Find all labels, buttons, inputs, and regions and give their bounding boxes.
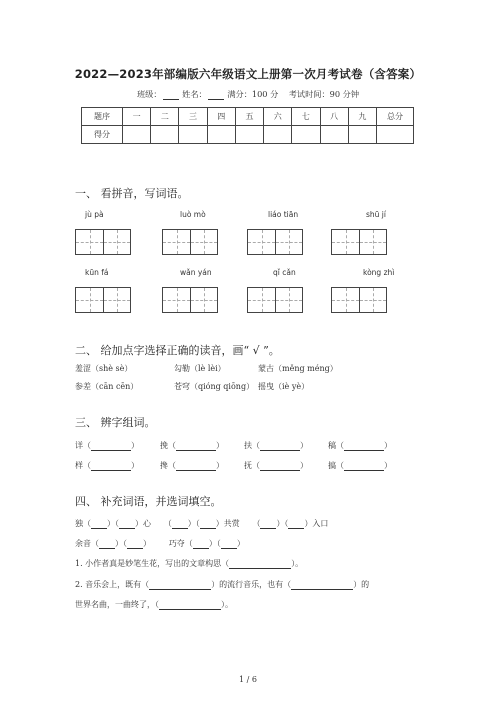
score-cell[interactable] <box>179 126 207 144</box>
word-group-item: 扶（ ） <box>244 441 308 450</box>
score-cell[interactable] <box>151 126 179 144</box>
row-label: 得分 <box>82 126 123 144</box>
word-group-item: 样（ ） <box>75 461 139 470</box>
header-cell: 四 <box>207 108 235 126</box>
writing-grid[interactable] <box>75 229 131 255</box>
word-group-item: 挽（ ） <box>160 441 224 450</box>
answer-blank[interactable] <box>260 519 276 529</box>
writing-grid[interactable] <box>331 229 387 255</box>
class-label: 班级： <box>136 89 162 99</box>
section4-heading: 四、 补充词语，并选词填空。 <box>75 495 222 508</box>
question-2-cont: 世界名曲，一曲终了，（ ）。 <box>75 600 233 609</box>
reading-option[interactable]: 蒙古（měng méng） <box>258 364 338 373</box>
score-cell[interactable] <box>292 126 320 144</box>
idiom-line: 独（ ）（ ）心 （ ）（ ）共赏 （ ）（ ）入口 <box>75 519 329 528</box>
score-table-row <box>82 126 414 144</box>
reading-option[interactable]: 摇曳（iè yè） <box>258 382 310 391</box>
pinyin-label: qǐ cǎn <box>273 268 296 277</box>
answer-blank[interactable] <box>159 600 221 610</box>
page-title: 2022—2023年部编版六年级语文上册第一次月考试卷（含答案） <box>74 67 422 81</box>
reading-option[interactable]: 羞涩（shè sè） <box>75 364 133 373</box>
answer-blank[interactable] <box>119 519 135 529</box>
writing-grid[interactable] <box>75 287 131 313</box>
score-cell[interactable] <box>320 126 348 144</box>
answer-blank[interactable] <box>193 539 209 549</box>
header-cell: 一 <box>123 108 151 126</box>
question-1: 1. 小作者真是妙笔生花，写出的文章构思（ ）。 <box>75 559 304 568</box>
reading-option[interactable]: 勾勒（lè lèi） <box>174 364 226 373</box>
answer-blank[interactable] <box>91 441 131 451</box>
word-group-item: 详（ ） <box>75 441 139 450</box>
writing-grid[interactable] <box>247 229 303 255</box>
word-group-item: 抚（ ） <box>244 461 308 470</box>
score-cell[interactable] <box>235 126 263 144</box>
header-cell: 五 <box>235 108 263 126</box>
pinyin-label: shū jí <box>366 210 386 219</box>
section1-heading: 一、 看拼音，写词语。 <box>75 187 189 200</box>
word-group-item: 搀（ ） <box>160 461 224 470</box>
answer-blank[interactable] <box>229 559 291 569</box>
header-cell: 三 <box>179 108 207 126</box>
answer-blank[interactable] <box>260 441 300 451</box>
score-cell[interactable] <box>348 126 376 144</box>
answer-blank[interactable] <box>176 441 216 451</box>
exam-info <box>0 89 496 100</box>
writing-grid[interactable] <box>162 287 218 313</box>
score-cell[interactable] <box>123 126 151 144</box>
score-cell[interactable] <box>377 126 414 144</box>
answer-blank[interactable] <box>91 461 131 471</box>
header-cell: 八 <box>320 108 348 126</box>
pinyin-label: liáo tiān <box>268 210 299 219</box>
score-cell[interactable] <box>264 126 292 144</box>
question-2: 2. 音乐会上，既有（ ）的流行音乐，也有（ ）的 <box>75 580 370 589</box>
writing-grid[interactable] <box>331 287 387 313</box>
header-cell: 六 <box>264 108 292 126</box>
pinyin-label: jù pà <box>85 210 104 219</box>
reading-option[interactable]: 参差（cān cēn） <box>75 382 139 391</box>
header-cell: 九 <box>348 108 376 126</box>
pinyin-label: luò mò <box>180 210 206 219</box>
header-cell: 题序 <box>82 108 123 126</box>
page-number: 1 / 6 <box>239 675 257 684</box>
name-blank[interactable] <box>208 91 224 100</box>
time-label: 考试时间：90 分钟 <box>288 89 360 99</box>
reading-option[interactable]: 苍穹（qióng qiōng） <box>174 382 255 391</box>
answer-blank[interactable] <box>200 519 216 529</box>
score-table-header <box>82 108 414 126</box>
answer-blank[interactable] <box>260 461 300 471</box>
answer-blank[interactable] <box>99 539 115 549</box>
header-cell: 七 <box>292 108 320 126</box>
answer-blank[interactable] <box>288 519 304 529</box>
pinyin-label: wǎn yán <box>180 268 212 277</box>
answer-blank[interactable] <box>291 580 353 590</box>
word-group-item: 搞（ ） <box>328 461 392 470</box>
word-group-item: 稿（ ） <box>328 441 392 450</box>
writing-grid[interactable] <box>247 287 303 313</box>
answer-blank[interactable] <box>221 539 237 549</box>
section2-heading: 二、 给加点字选择正确的读音，画“ √ ”。 <box>75 344 280 357</box>
answer-blank[interactable] <box>344 441 384 451</box>
answer-blank[interactable] <box>149 580 211 590</box>
header-cell: 总分 <box>377 108 414 126</box>
pinyin-label: kūn fá <box>85 268 109 277</box>
header-cell: 二 <box>151 108 179 126</box>
name-label: 姓名： <box>182 89 207 99</box>
score-label: 满分：100 分 <box>227 89 279 99</box>
answer-blank[interactable] <box>127 539 143 549</box>
section3-heading: 三、 辨字组词。 <box>75 416 156 429</box>
score-table <box>81 107 414 144</box>
pinyin-label: kòng zhì <box>363 268 395 277</box>
score-cell[interactable] <box>207 126 235 144</box>
answer-blank[interactable] <box>344 461 384 471</box>
answer-blank[interactable] <box>176 461 216 471</box>
class-blank[interactable] <box>163 91 179 100</box>
writing-grid[interactable] <box>162 229 218 255</box>
answer-blank[interactable] <box>172 519 188 529</box>
answer-blank[interactable] <box>91 519 107 529</box>
idiom-line: 余音（ ）（ ） 巧夺（ ）（ ） <box>75 539 245 548</box>
